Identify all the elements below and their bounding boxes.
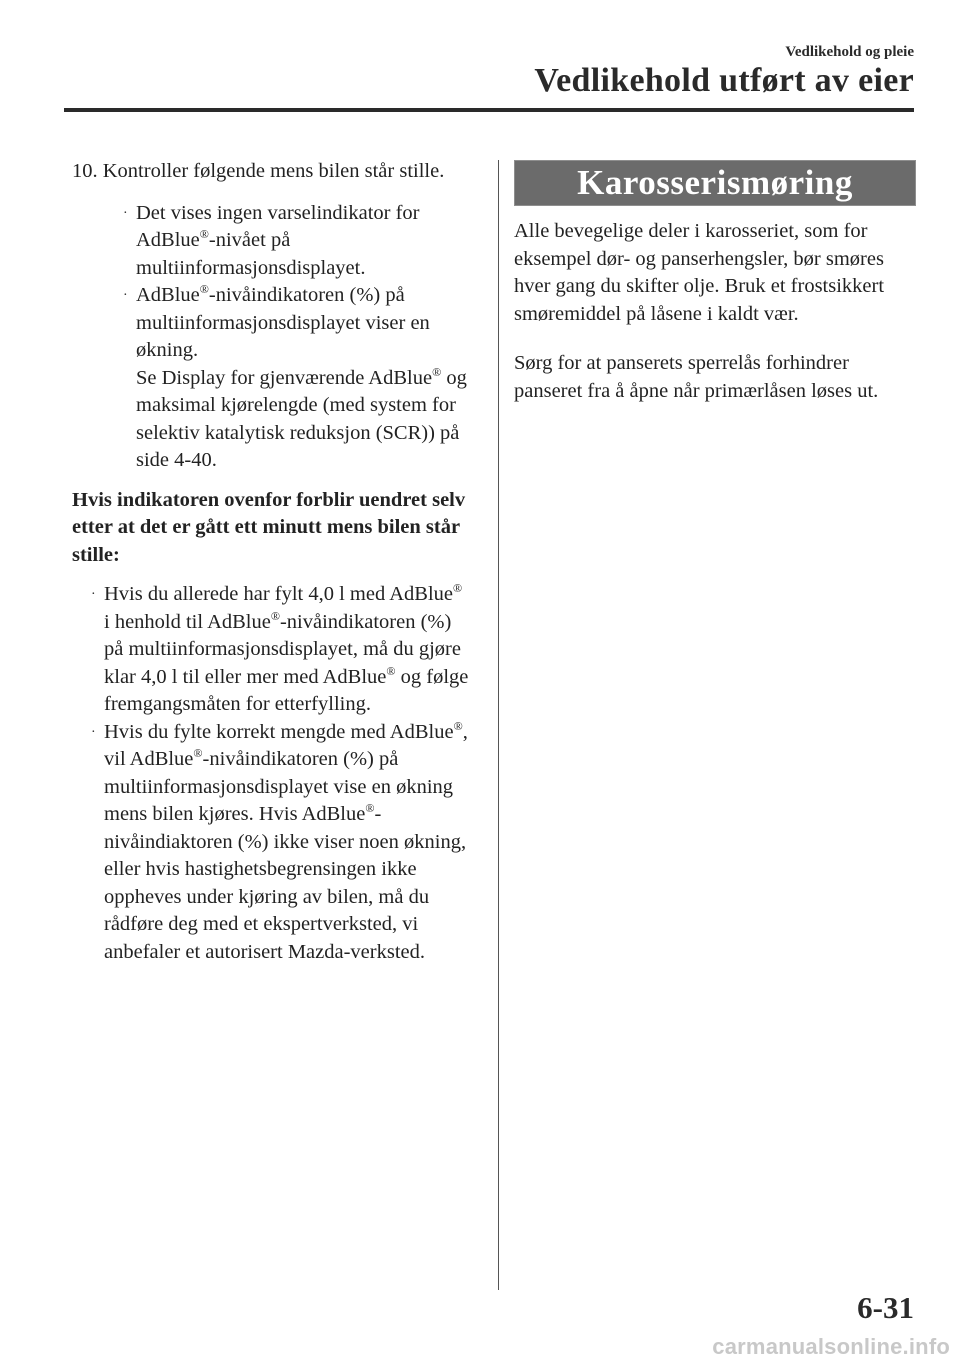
sub-item-2: · AdBlue®-nivåindikatoren (%) på multiinformasjonsdisplayet viser en økning. Se Display for gjenværende AdBlue® og maksimal kjørelengde (med system for selektiv katalytisk reduksjon (SCR)) på side 4-40. (123, 282, 467, 471)
column-divider (498, 160, 499, 1290)
action-list (72, 581, 472, 966)
step-10-sublist (72, 200, 472, 475)
lubrication-paragraph: Alle bevegelige deler i karosseriet, som for eksempel dør- og panserhengsler, bør smøres hver gang du skifter olje. Bruk et frostsikkert smøremiddel på låsene i kaldt vær. (514, 220, 885, 325)
bullet-icon: · (123, 288, 128, 303)
cross-reference: Se Display for gjenværende AdBlue (136, 366, 433, 389)
sub-item-1: · Det vises ingen varselindikator for AdBlue®-nivået på multiinformasjonsdisplayet. (123, 201, 420, 279)
right-column (514, 160, 916, 405)
left-column (72, 158, 472, 966)
bullet-icon: · (123, 205, 128, 221)
step-10: 10. Kontroller følgende mens bilen står stille. (72, 160, 445, 182)
hood-lock-paragraph: Sørg for at panserets sperrelås forhindrer panseret fra å åpne når primærlåsen løses ut. (514, 352, 879, 402)
bullet-icon: · (91, 724, 96, 740)
section-title: Vedlikehold utført av eier (534, 62, 914, 99)
section-heading-karosserismoring: Karosserismøring (514, 160, 916, 206)
action-item-1: · Hvis du allerede har fylt 4,0 l med AdBlue® i henhold til AdBlue®-nivåindikatoren (%) på multiinformasjonsdisplayet, må du gjøre klar 4,0 l til eller mer med AdBlue® og følge fremgangsmåten for etterfylling. (91, 581, 469, 715)
watermark: carmanualsonline.info (712, 1334, 950, 1359)
warning-intro: Hvis indikatoren ovenfor forblir uendret selv etter at det er gått ett minutt mens bilen står stille: (72, 488, 466, 566)
chapter-title: Vedlikehold og pleie (785, 44, 914, 60)
header-rule (64, 108, 914, 112)
bullet-icon: · (91, 587, 96, 602)
action-item-2: · Hvis du fylte korrekt mengde med AdBlue®, vil AdBlue®-nivåindikatoren (%) på multiinformasjonsdisplayet vise en økning mens bilen kjøres. Hvis AdBlue®-nivåindiaktoren (%) ikke viser noen økning, eller hvis hastighetsbegrensingen ikke oppheves under kjøring av bilen, må du rådføre deg med et ekspertverksted, vi anbefaler et autorisert Mazda-verksted. (91, 718, 468, 963)
page-number: 6-31 (857, 1290, 914, 1325)
